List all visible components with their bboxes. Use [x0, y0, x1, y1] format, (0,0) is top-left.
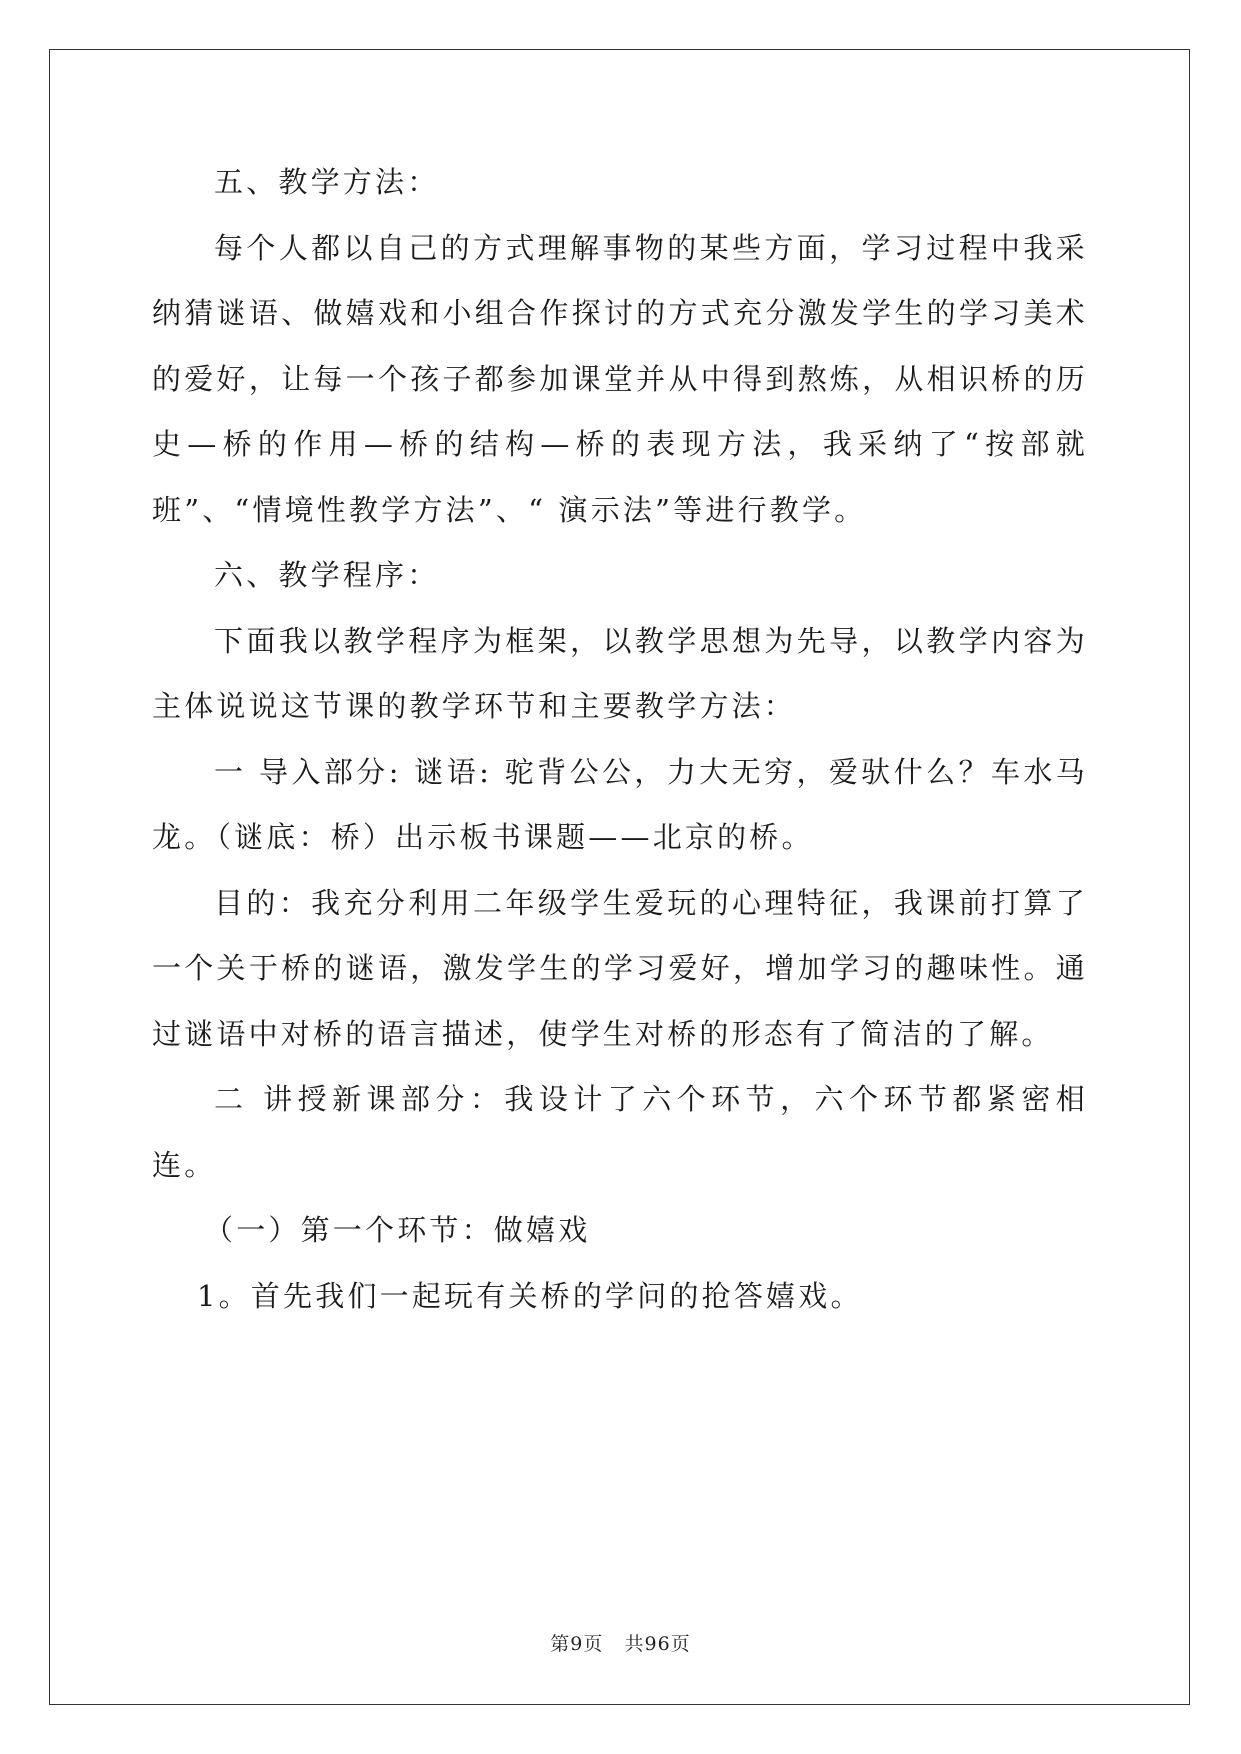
part-1-purpose-paragraph: 目的：我充分利用二年级学生爱玩的心理特征，我课前打算了一个关于桥的谜语，激发学生的学习爱好，增加学习的趣味性。通过谜语中对桥的语言描述，使学生对桥的形态有了简洁的了解。 — [152, 885, 1088, 1051]
section-6-title: 六、教学程序： — [214, 558, 440, 592]
document-body — [152, 150, 1088, 1329]
part-2-paragraph: 二 讲授新课部分：我设计了六个环节，六个环节都紧密相连。 — [152, 1082, 1088, 1182]
section-5-title: 五、教学方法： — [214, 165, 440, 199]
part-2-step-1-item: 1。首先我们一起玩有关桥的学问的抢答嬉戏。 — [197, 1278, 863, 1313]
page-footer — [0, 1629, 1241, 1656]
section-5-body: 每个人都以自己的方式理解事物的某些方面，学习过程中我采纳猜谜语、做嬉戏和小组合作探讨的方式充分激发学生的学习美术的爱好，让每一个孩子都参加课堂并从中得到熬炼，从相识桥的历史—桥的作用—桥的结构—桥的表现方法，我采纳了“按部就班”、“情境性教学方法”、“ 演示法”等进行教学。 — [152, 230, 1088, 527]
section-6-intro: 下面我以教学程序为框架，以教学思想为先导，以教学内容为主体说说这节课的教学环节和主要教学方法： — [152, 623, 1088, 723]
part-1-paragraph: 一 导入部分: 谜语: 驼背公公，力大无穷，爱驮什么？车水马龙。（谜底：桥）出示板书课题——北京的桥。 — [152, 754, 1088, 854]
page-number: 第9页 — [550, 1633, 604, 1655]
page-total: 共96页 — [624, 1633, 691, 1655]
part-2-step-1-heading: （一）第一个环节：做嬉戏 — [204, 1213, 591, 1247]
